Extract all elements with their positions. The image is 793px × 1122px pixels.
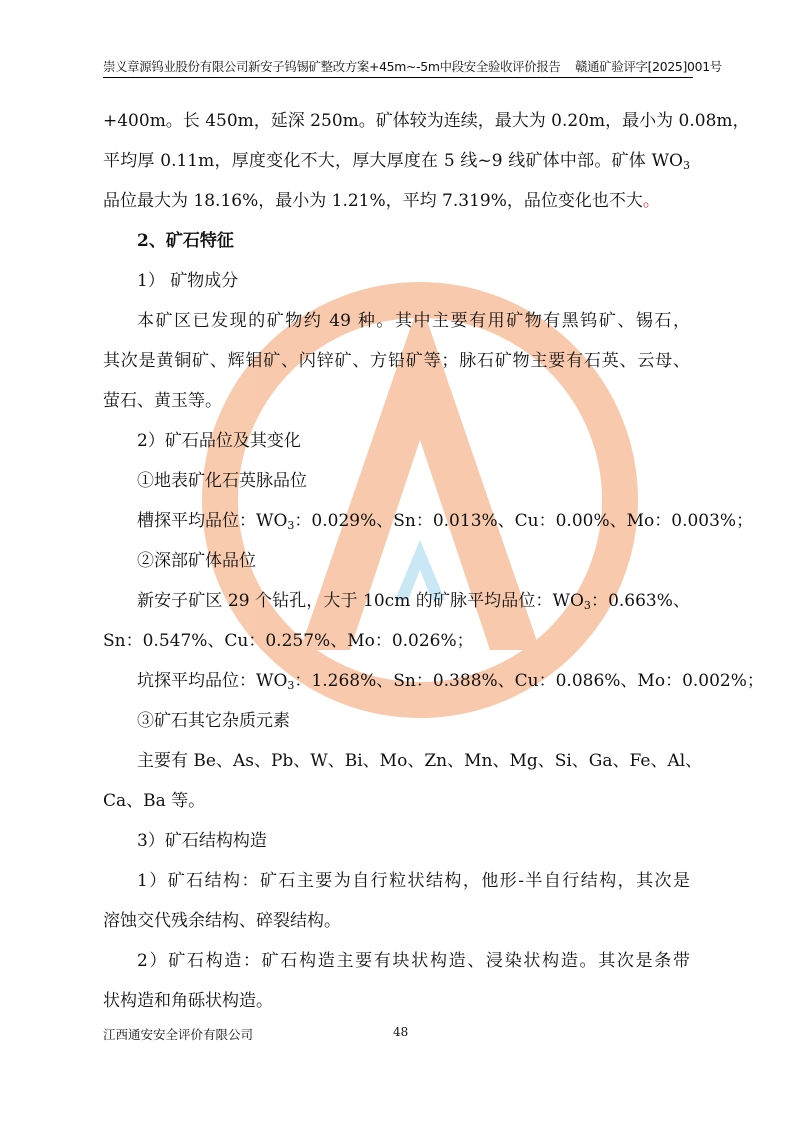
body-line: 溶蚀交代残余结构、碎裂结构。	[103, 911, 341, 931]
body-line: +400m。长 450m，延深 250m。矿体较为连续，最大为 0.20m，最小为 0.08m，	[103, 111, 750, 131]
body-line: 其次是黄铜矿、辉钼矿、闪锌矿、方铅矿等；脉石矿物主要有石英、云母、	[103, 351, 690, 371]
body-line: 槽探平均品位：$WO_3$：0.029%、Sn：0.013%、Cu：0.00%、Mo：0.003%；	[137, 511, 754, 532]
subsection-heading: 1） 矿物成分	[137, 271, 239, 291]
page-header	[103, 57, 722, 75]
body-line: 本矿区已发现的矿物约 49 种。其中主要有用矿物有黑钨矿、锡石，	[137, 311, 690, 331]
body-line: ②深部矿体品位	[137, 551, 256, 571]
footer-company: 江西通安安全评价有限公司	[103, 1027, 254, 1042]
body-line: ③矿石其它杂质元素	[137, 711, 290, 731]
body-line: 萤石、黄玉等。	[103, 391, 222, 411]
body-line: Ca、Ba 等。	[103, 791, 206, 811]
body-line: 状构造和角砾状构造。	[103, 991, 273, 1011]
page-number: 48	[393, 1025, 409, 1039]
body-line: 坑探平均品位：$WO_3$：1.268%、Sn：0.388%、Cu：0.086%、Mo：0.002%；	[137, 671, 764, 692]
subsection-heading: 2）矿石品位及其变化	[137, 431, 301, 451]
section-heading: 2、矿石特征	[137, 231, 234, 251]
body-line: ①地表矿化石英脉品位	[137, 471, 307, 491]
header-doc-no: 赣通矿验评字[2025]001号	[575, 59, 722, 74]
subsection-heading: 3）矿石结构构造	[137, 831, 267, 851]
body-line: 2）矿石构造：矿石构造主要有块状构造、浸染状构造。其次是条带	[137, 951, 690, 971]
body-line: 1）矿石结构：矿石主要为自行粒状结构，他形-半自行结构，其次是	[137, 871, 690, 891]
body-line: 品位最大为 18.16%，最小为 1.21%，平均 7.319%，品位变化也不大。	[103, 191, 660, 211]
body-line: Sn：0.547%、Cu：0.257%、Mo：0.026%；	[103, 631, 474, 651]
body-line: 平均厚 0.11m，厚度变化不大，厚大厚度在 5 线~9 线矿体中部。矿体 $WO_3$	[103, 151, 690, 172]
body-line: 主要有 Be、As、Pb、W、Bi、Mo、Zn、Mn、Mg、Si、Ga、Fe、Al、	[137, 751, 703, 771]
header-title: 崇义章源钨业股份有限公司新安子钨锡矿整改方案+45m~-5m中段安全验收评价报告	[103, 59, 561, 74]
header-rule	[103, 77, 693, 78]
body-line: 新安子矿区 29 个钻孔，大于 10cm 的矿脉平均品位：$WO_3$：0.663%、	[137, 591, 690, 612]
